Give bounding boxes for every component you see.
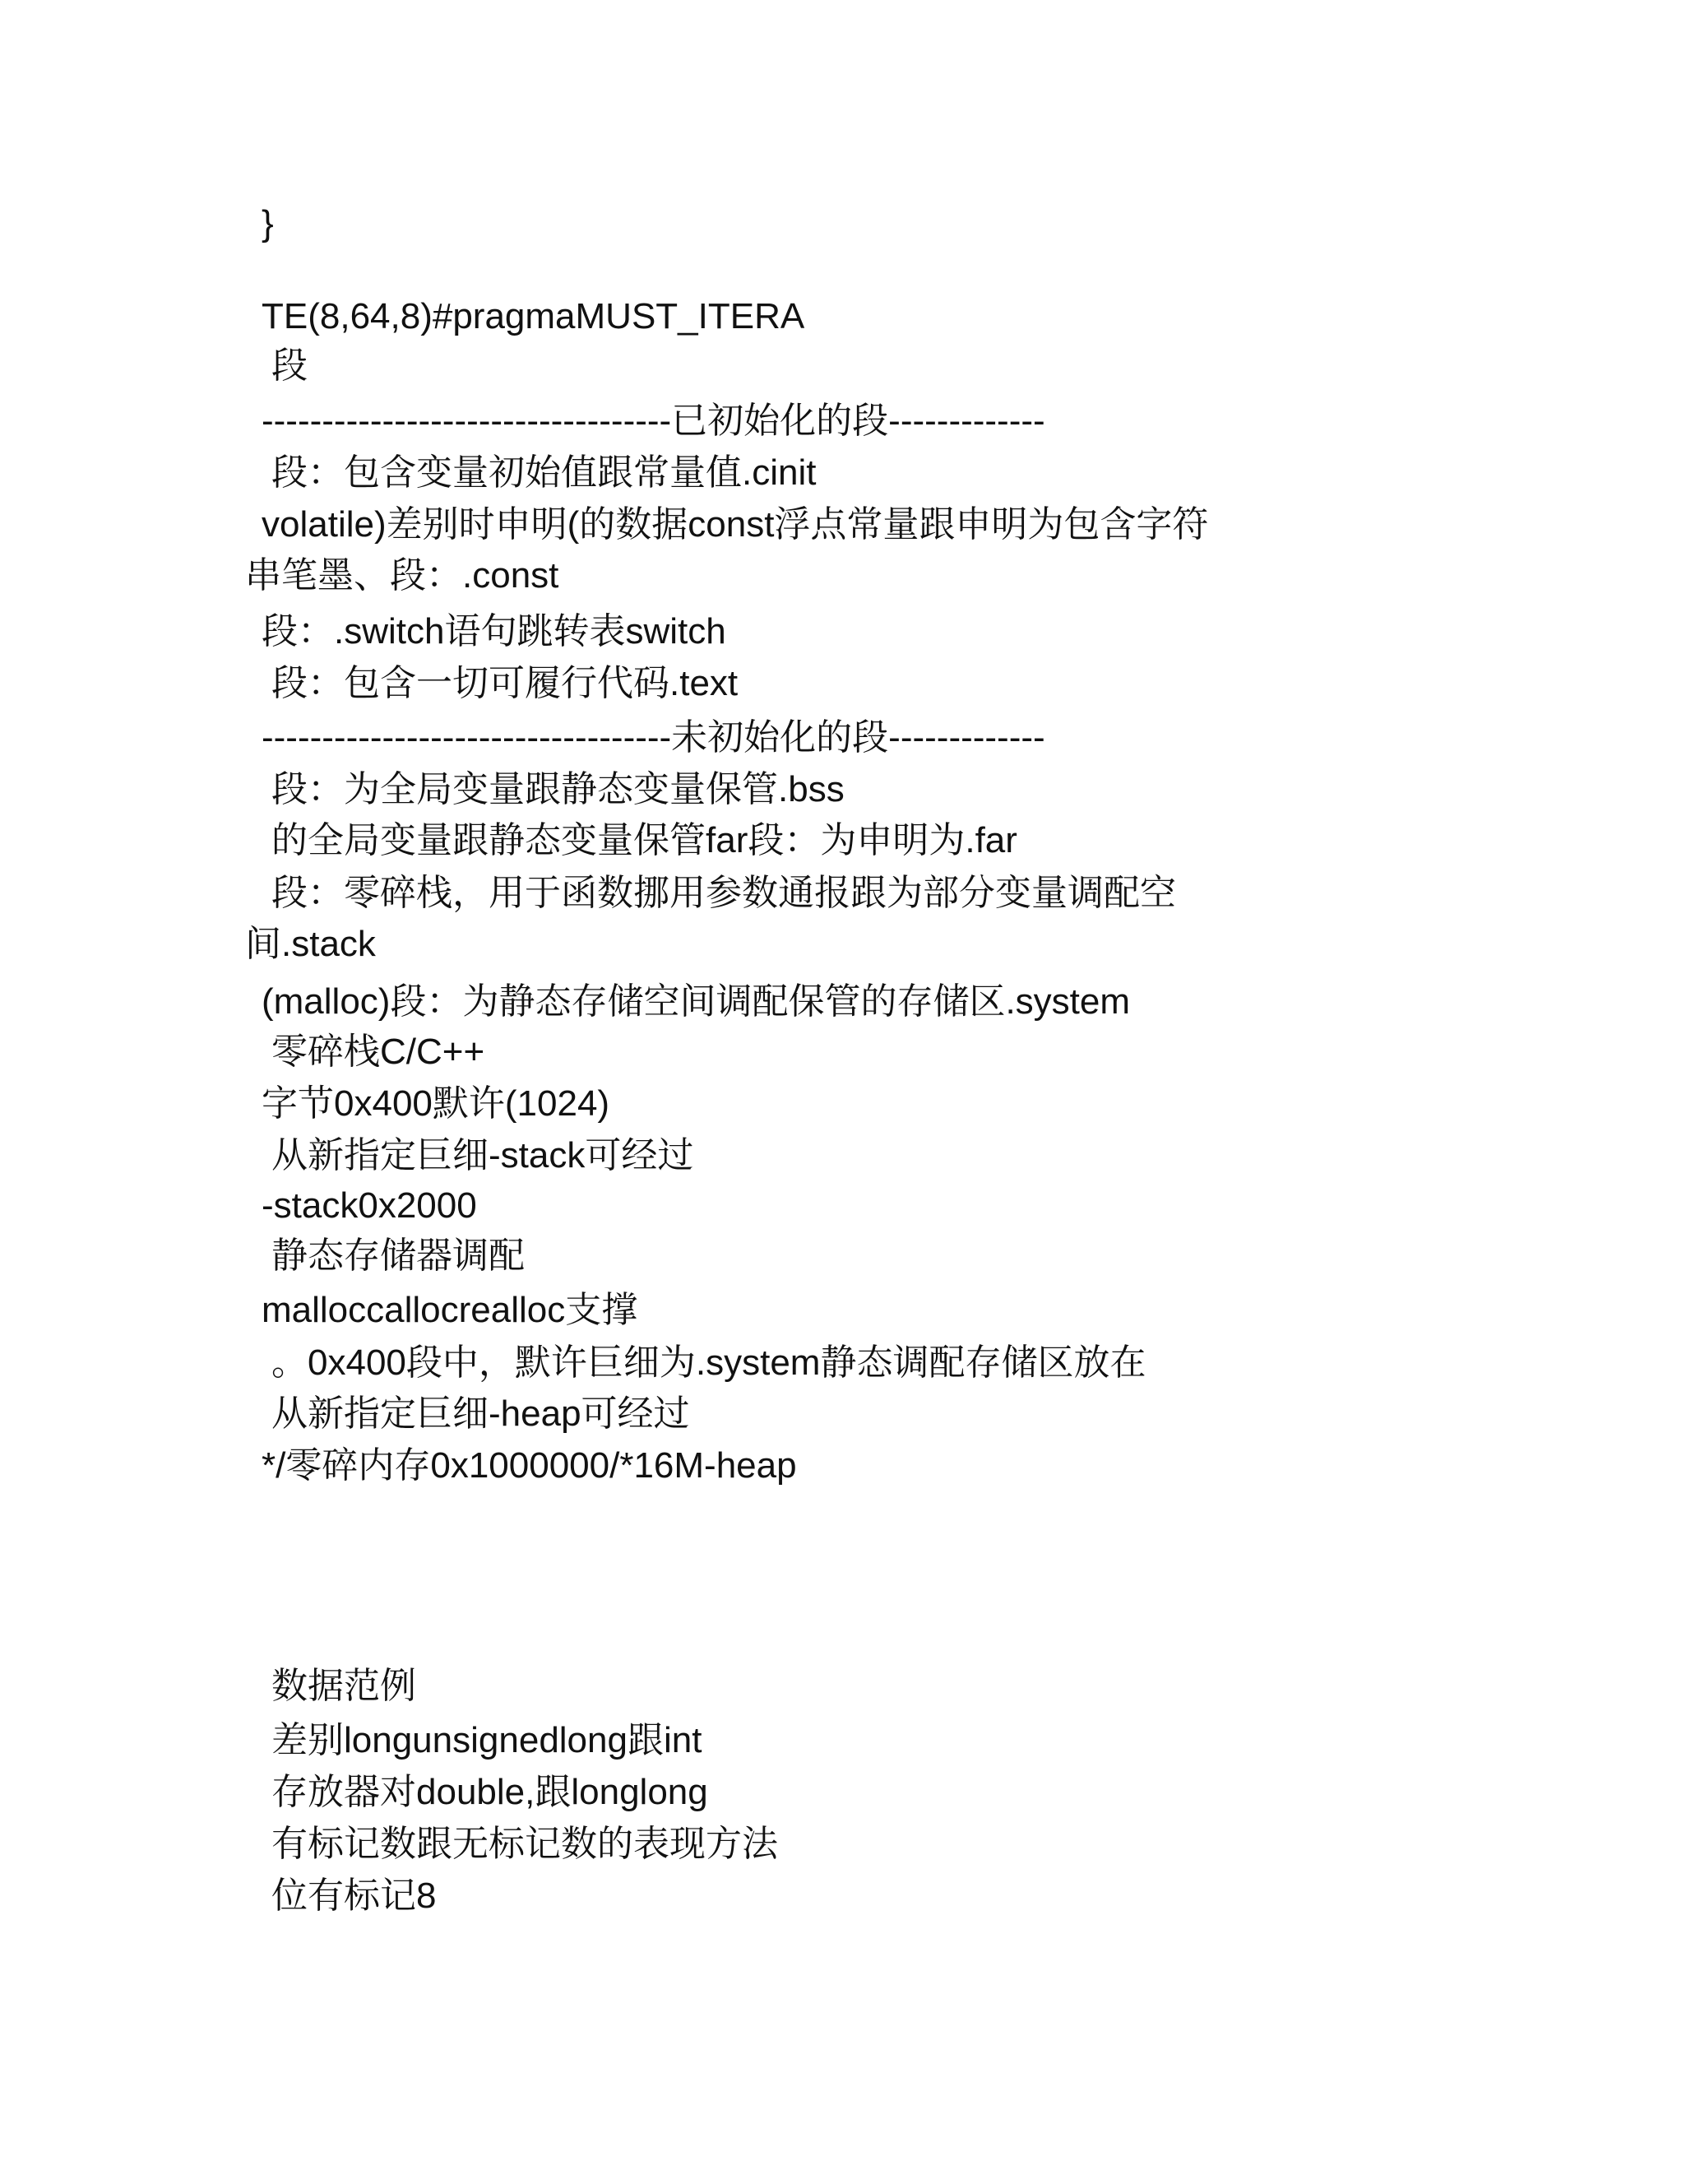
text-line-data-types: 数据范例 bbox=[271, 1666, 416, 1706]
text-line-malloc: malloccallocrealloc支撑 bbox=[262, 1290, 638, 1330]
text-line-resize-heap: 从新指定巨细-heap可经过 bbox=[271, 1393, 690, 1434]
text-line-stack-desc: 段：零碎栈，用于函数挪用参数通报跟为部分变量调配空 bbox=[271, 873, 1176, 913]
text-line-signed-repr: 有标记数跟无标记数的表现方法 bbox=[271, 1824, 778, 1864]
text-line-cinit: 段：包含变量初始值跟常量值.cinit bbox=[271, 452, 817, 493]
text-line-default-size: 字节0x400默许(1024) bbox=[262, 1083, 610, 1124]
text-line-heap-option: */零碎内存0x1000000/*16M-heap bbox=[262, 1445, 797, 1486]
text-line-initialized-divider: ----------------------------------已初始化的段------------- bbox=[262, 401, 1045, 441]
text-line-system: (malloc)段：为静态存储空间调配保管的存储区.system bbox=[262, 981, 1131, 1022]
text-line-const-desc: volatile)差别时申明(的数据const浮点常量跟申明为包含字符 bbox=[262, 504, 1209, 545]
text-line-stack: 间.stack bbox=[245, 924, 376, 964]
text-line-long-types: 差别longunsignedlong跟int bbox=[271, 1720, 702, 1760]
text-line-dynamic-alloc: 静态存储器调配 bbox=[271, 1236, 525, 1276]
text-line-resize-stack: 从新指定巨细-stack可经过 bbox=[271, 1135, 694, 1175]
text-line-closing-brace: } bbox=[262, 203, 274, 243]
text-line-stack-option: -stack0x2000 bbox=[262, 1185, 477, 1226]
text-line-system-default: 。0x400段中，默许巨细为.system静态调配存储区放在 bbox=[271, 1342, 1146, 1383]
text-line-signed-8: 位有标记8 bbox=[271, 1876, 437, 1916]
text-line-system-stack: 零碎栈C/C++ bbox=[271, 1032, 485, 1072]
text-line-pragma: TE(8,64,8)#pragmaMUST_ITERA bbox=[262, 296, 805, 336]
text-line-const: 串笔墨、段：.const bbox=[245, 555, 559, 596]
text-line-far: 的全局变量跟静态变量保管far段：为申明为.far bbox=[271, 820, 1017, 860]
text-line-registers: 存放器对double,跟longlong bbox=[271, 1772, 708, 1812]
text-line-section-label: 段 bbox=[271, 345, 308, 386]
text-line-bss: 段：为全局变量跟静态变量保管.bss bbox=[271, 769, 845, 809]
text-line-text-section: 段：包含一切可履行代码.text bbox=[271, 663, 739, 703]
text-line-switch: 段：.switch语句跳转表switch bbox=[262, 611, 726, 651]
text-line-uninitialized-divider: ----------------------------------未初始化的段------------- bbox=[262, 717, 1045, 758]
